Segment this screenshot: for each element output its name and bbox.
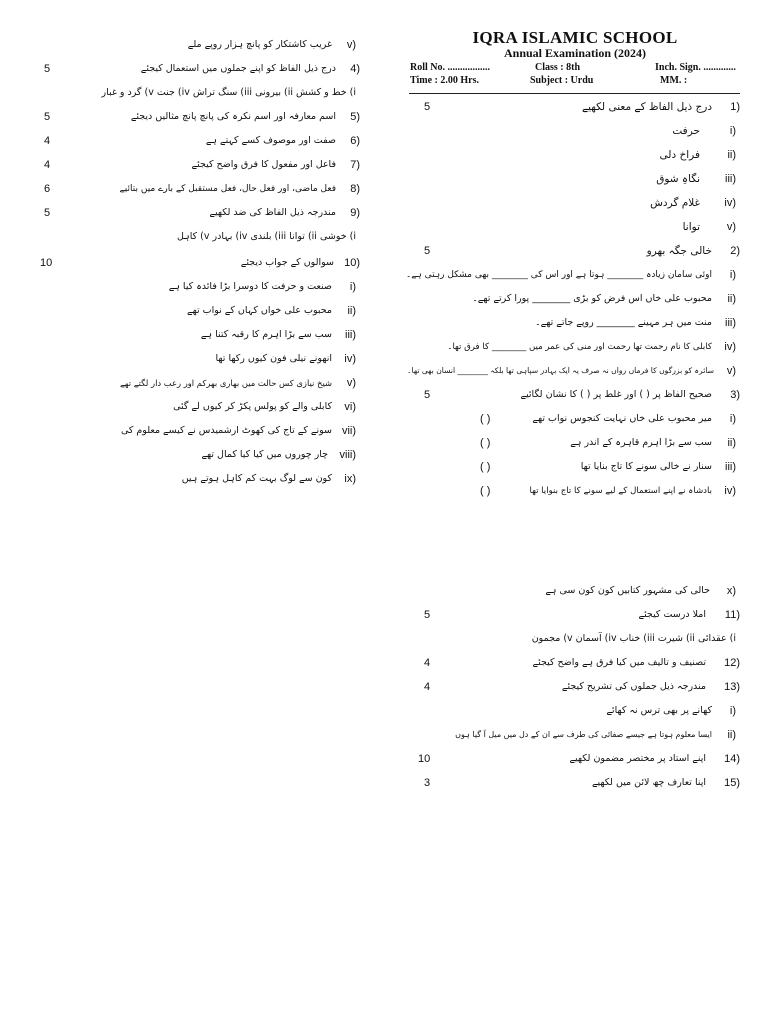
question-number: 10): [344, 257, 360, 269]
q13-sub-i: [410, 702, 740, 720]
sub-number: iii): [725, 461, 736, 473]
q10-sub-iv: [40, 350, 360, 368]
sub-text: محبوب علی خواں کہاں کے نواب تھے: [187, 305, 332, 316]
q2-sub-iv: [410, 338, 740, 356]
question-number: 11): [724, 609, 740, 621]
marks: 3: [424, 777, 431, 789]
q1-sub-iii: [410, 170, 740, 188]
marks: 4: [44, 135, 51, 147]
sub-number: v): [726, 221, 736, 233]
options-list: i) خط و کشش ii) بیرونی iii) سنگ تراش iv) جنت v) گرد و غبار: [101, 87, 356, 98]
q1-sub-v: [410, 218, 740, 236]
sub-text: نگاہِ شوق: [656, 173, 700, 185]
sub-text: توانا: [682, 221, 700, 233]
header-divider: [409, 93, 740, 94]
question-13: [410, 678, 740, 696]
sub-number: ii): [347, 305, 356, 317]
q11-options: [410, 630, 740, 648]
question-text: تصنیف و تالیف میں کیا فرق ہے واضح کیجئے: [532, 657, 706, 668]
sub-number: iv): [724, 341, 736, 353]
question-text: اپنے استاد پر مختصر مضمون لکھیے: [569, 753, 706, 764]
question-number: 15): [724, 777, 740, 789]
question-8: [40, 180, 360, 198]
question-number: 3): [730, 389, 740, 401]
question-1: [410, 98, 740, 116]
q3-sub-iii: [410, 458, 740, 476]
sub-text: کھانے پر بھی ترس نہ کھائے: [606, 705, 712, 716]
q2-sub-iii: [410, 314, 740, 332]
question-x: [410, 582, 740, 600]
sub-number: iii): [725, 317, 736, 329]
sub-text: سائرہ کو بزرگوں کا فرماں رواں نہ صرف یہ ایک بہادر سپاہی تھا بلکہ ________ انسان بھی تھا۔: [407, 366, 714, 375]
time-field: Time : 2.00 Hrs.: [410, 75, 479, 86]
q10-sub-vi: [40, 398, 360, 416]
q3-sub-ii: [410, 434, 740, 452]
marks: 6: [44, 183, 51, 195]
q1-sub-i: [410, 122, 740, 140]
q10-sub-i: [40, 278, 360, 296]
sub-number: iv): [724, 197, 736, 209]
sub-text: غلام گردش: [650, 197, 700, 209]
q10-sub-ix: [40, 470, 360, 488]
q10-sub-ii: [40, 302, 360, 320]
sub-number: ix): [344, 473, 356, 485]
q1-sub-ii: [410, 146, 740, 164]
marks: 5: [424, 101, 431, 113]
question-15: [410, 774, 740, 792]
marks: 5: [424, 609, 431, 621]
q1-sub-iv: [410, 194, 740, 212]
question-number: 4): [350, 63, 360, 75]
answer-bracket: ( ): [480, 461, 491, 473]
answer-bracket: ( ): [480, 437, 491, 449]
q2-sub-v: [400, 362, 740, 380]
question-7: [40, 156, 360, 174]
sub-text: فراخ دلی: [659, 149, 700, 161]
question-text: اسم معارفہ اور اسم نکرہ کی پانچ پانچ مثالیں دیجئے: [130, 111, 336, 122]
sub-number: v): [346, 377, 356, 389]
answer-bracket: ( ): [480, 413, 491, 425]
q4-options: [40, 84, 360, 102]
q10-sub-v: [40, 374, 360, 392]
question-text: حالی کی مشہور کتابیں کون کون سی ہے: [545, 585, 710, 596]
q9-options: [40, 228, 360, 246]
answer-bracket: ( ): [480, 485, 491, 497]
question-2: [410, 242, 740, 260]
question-number: 5): [350, 111, 360, 123]
question-12: [410, 654, 740, 672]
sub-number: iii): [725, 173, 736, 185]
sub-number: viii): [339, 449, 356, 461]
sub-text: ایسا معلوم ہوتا ہے جیسے صفائی کی طرف سے ان کے دل میں میل آ گیا ہوں: [455, 730, 712, 739]
question-text: مندرجہ ذیل الفاظ کی ضد لکھیے: [209, 207, 336, 218]
sub-number: iv): [344, 353, 356, 365]
sub-text: سب سے بڑا اہرم کا رقبہ کتنا ہے: [200, 329, 332, 340]
q13-sub-ii: [410, 726, 740, 744]
question-number: 13): [724, 681, 740, 693]
sub-text: حرفت: [672, 125, 700, 137]
exam-title: Annual Examination (2024): [503, 46, 647, 60]
sub-text: شیخ نیازی کس حالت میں بھاری بھرکم اور رعب دار لگتے تھے: [119, 378, 332, 388]
question-number: 9): [350, 207, 360, 219]
question-text: صفت اور موصوف کسے کہتے ہے: [205, 135, 336, 146]
sub-text: کابلی کا نام رحمت تھا رحمت اور منی کی عمر میں ________ کا فرق تھا۔: [447, 342, 712, 352]
sub-number: i): [729, 705, 736, 717]
marks: 5: [424, 389, 431, 401]
sub-number: i): [349, 281, 356, 293]
q3-sub-iv: [410, 482, 740, 500]
inch-sign-field: Inch. Sign. .............: [655, 62, 736, 73]
marks: 5: [44, 63, 51, 75]
subject-field: Subject : Urdu: [530, 75, 594, 86]
marks: 10: [40, 257, 53, 269]
max-marks-field: MM. :: [660, 75, 688, 86]
sub-number: ii): [727, 149, 736, 161]
sub-text: میر محبوب علی خاں نہایت کنجوس نواب تھے: [532, 413, 712, 424]
q10-sub-iii: [40, 326, 360, 344]
sub-number: iii): [345, 329, 356, 341]
sub-number: vi): [344, 401, 356, 413]
question-3: [410, 386, 740, 404]
options-list: i) عقدائی ii) شیرت iii) خناب iv) آسمان v) مجمون: [531, 633, 736, 644]
q3-sub-i: [410, 410, 740, 428]
sub-text: سنار نے خالی سونے کا تاج بنایا تھا: [580, 461, 712, 472]
sub-number: i): [729, 125, 736, 137]
sub-number: ii): [727, 437, 736, 449]
question-v-carryover: [40, 36, 360, 54]
question-number: 6): [350, 135, 360, 147]
q10-sub-vii: [40, 422, 360, 440]
school-name: IQRA ISLAMIC SCHOOL: [472, 28, 678, 47]
question-text: فاعل اور مفعول کا فرق واضح کیجئے: [191, 159, 336, 170]
question-text: اپنا تعارف چھ لائن میں لکھیے: [591, 777, 706, 788]
sub-number: i): [729, 269, 736, 281]
sub-text: سب سے بڑا اہرم قاہرہ کے اندر ہے: [570, 437, 712, 448]
roll-number-field: Roll No. .................: [410, 62, 490, 73]
question-number: 8): [350, 183, 360, 195]
question-number: x): [726, 585, 736, 597]
sub-number: ii): [727, 729, 736, 741]
sub-number: i): [729, 413, 736, 425]
q2-sub-i: [405, 266, 740, 284]
question-text: مندرجہ ذیل جملوں کی تشریح کیجئے: [561, 681, 706, 692]
question-number: 7): [350, 159, 360, 171]
sub-text: سونے کے تاج کی کھوٹ ارشمیدس نے کیسے معلوم کی: [120, 425, 332, 436]
sub-text: منت میں ہر مہینے ________ روپے جاتے تھے۔: [535, 317, 712, 328]
q2-sub-ii: [410, 290, 740, 308]
question-text: املا درست کیجئے: [638, 609, 706, 620]
marks: 5: [44, 207, 51, 219]
sub-number: v): [726, 365, 736, 377]
q10-sub-viii: [40, 446, 360, 464]
sub-text: چار چوروں میں کیا کیا کمال تھے: [201, 449, 328, 460]
class-field: Class : 8th: [535, 62, 581, 73]
question-number: 14): [724, 753, 740, 765]
question-9: [40, 204, 360, 222]
marks: 5: [424, 245, 431, 257]
question-10: [40, 254, 360, 272]
question-6: [40, 132, 360, 150]
question-11: [410, 606, 740, 624]
question-text: غریب کاشتکار کو پانچ ہزار روپے ملے: [187, 39, 332, 50]
sub-text: انھونے نیلی فون کیوں رکھا تھا: [215, 353, 332, 364]
question-number: 2): [730, 245, 740, 257]
sub-text: صنعت و حرفت کا دوسرا بڑا فائدہ کیا ہے: [168, 281, 332, 292]
question-5: [40, 108, 360, 126]
marks: 4: [44, 159, 51, 171]
marks: 10: [418, 753, 431, 765]
sub-text: بادشاہ نے اپنے استعمال کے لیے سونے کا تاج بنوایا تھا: [529, 486, 712, 496]
sub-number: iv): [724, 485, 736, 497]
sub-number: ii): [727, 293, 736, 305]
sub-text: اوئی سامان زیادہ ________ ہوتا ہے اور اس کی ________ بھی مشکل رہتی ہے۔: [405, 270, 712, 280]
question-text: خالی جگہ بھرو: [646, 245, 712, 257]
question-text: درج ذیل الفاظ کو اپنے جملوں میں استعمال کیجئے: [140, 63, 336, 74]
marks: 5: [44, 111, 51, 123]
options-list: i) خوشی ii) توانا iii) بلندی iv) بہادر v) کاہل: [176, 231, 356, 242]
marks: 4: [424, 657, 431, 669]
question-text: صحیح الفاظ پر ( ) اور غلط پر ( ) کا نشان لگائیے: [520, 389, 712, 400]
question-number: v): [346, 39, 356, 51]
question-4: [40, 60, 360, 78]
question-14: [410, 750, 740, 768]
sub-text: محبوب علی خاں اس فرض کو بڑی ________ پورا کرتے تھے۔: [472, 293, 712, 304]
question-text: سوالوں کے جواب دیجئے: [240, 257, 334, 268]
sub-text: کون سے لوگ بہت کم کاہل ہوتے ہیں: [181, 473, 332, 484]
marks: 4: [424, 681, 431, 693]
sub-text: کابلی والے کو پولس پکڑ کر کیوں لے گئی: [173, 401, 332, 412]
sub-number: vii): [341, 425, 356, 437]
question-text: درج ذیل الفاظ کے معنی لکھیے: [581, 101, 712, 113]
question-number: 12): [724, 657, 740, 669]
question-text: فعل ماضی، اور فعل حال، فعل مستقبل کے بارے میں بتائیے: [119, 184, 336, 194]
question-number: 1): [730, 101, 740, 113]
